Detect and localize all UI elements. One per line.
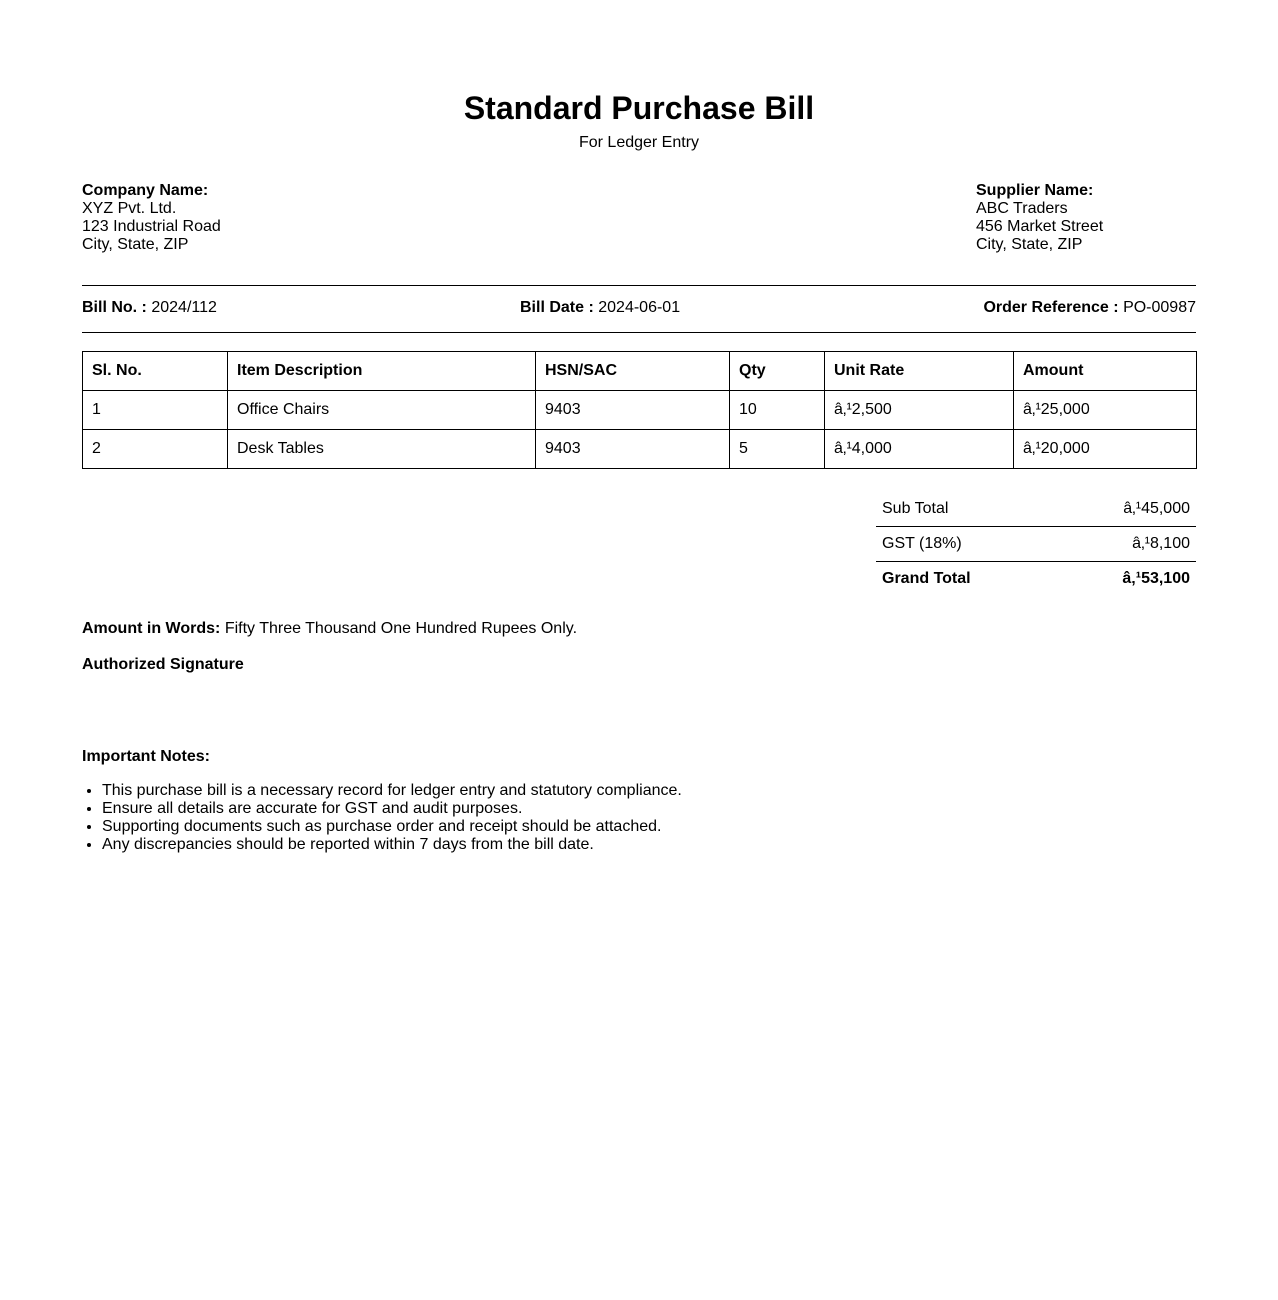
company-label: Company Name:: [82, 182, 209, 199]
list-item: • Any discrepancies should be reported within 7 days from the bill date.: [102, 836, 682, 854]
notes-list: [82, 782, 682, 854]
cell-qty: 5: [730, 430, 825, 469]
bill-date: [520, 299, 680, 317]
amount-in-words-value: Fifty Three Thousand One Hundred Rupees Only.: [224, 620, 578, 637]
supplier-name: ABC Traders: [976, 200, 1068, 217]
grand-total-label: Grand Total: [882, 570, 971, 587]
order-reference-value: PO-00987: [1123, 299, 1196, 316]
amount-in-words: [82, 620, 577, 638]
grand-total-value: â‚¹53,100: [1122, 570, 1190, 587]
amount-in-words-label: Amount in Words:: [82, 620, 221, 637]
company-details: [82, 182, 221, 254]
col-header-hsn-sac: HSN/SAC: [536, 352, 730, 391]
bill-number-value: 2024/112: [151, 299, 217, 316]
order-reference-label: Order Reference :: [983, 299, 1119, 316]
supplier-address-line2: City, State, ZIP: [976, 236, 1083, 253]
cell-unit-rate: â‚¹4,000: [825, 430, 1014, 469]
cell-hsn-sac: 9403: [536, 430, 730, 469]
bill-number: [82, 299, 217, 317]
bill-info-bar: [82, 285, 1196, 333]
company-address-line1: 123 Industrial Road: [82, 218, 221, 235]
cell-qty: 10: [730, 391, 825, 430]
bill-title: Standard Purchase Bill: [463, 90, 815, 126]
subtotal-label: Sub Total: [876, 492, 1055, 527]
bill-date-label: Bill Date :: [520, 299, 594, 316]
cell-sl-no: 1: [83, 391, 228, 430]
bill-date-value: 2024-06-01: [598, 299, 681, 316]
supplier-label: Supplier Name:: [976, 182, 1094, 199]
totals-table: [876, 492, 1196, 596]
col-header-sl-no: Sl. No.: [83, 352, 228, 391]
authorized-signature: Authorized Signature: [82, 656, 244, 673]
col-header-unit-rate: Unit Rate: [825, 352, 1014, 391]
gst-row: [876, 527, 1196, 562]
cell-sl-no: 2: [83, 430, 228, 469]
company-name: XYZ Pvt. Ltd.: [82, 200, 177, 217]
cell-unit-rate: â‚¹2,500: [825, 391, 1014, 430]
subtotal-value: â‚¹45,000: [1055, 492, 1196, 527]
items-table: [82, 351, 1197, 469]
col-header-amount: Amount: [1014, 352, 1197, 391]
cell-item-description: Office Chairs: [228, 391, 536, 430]
subtotal-row: [876, 492, 1196, 527]
gst-label: GST (18%): [876, 527, 1055, 562]
cell-hsn-sac: 9403: [536, 391, 730, 430]
cell-amount: â‚¹20,000: [1014, 430, 1197, 469]
supplier-address-line1: 456 Market Street: [976, 218, 1104, 235]
cell-item-description: Desk Tables: [228, 430, 536, 469]
table-header-row: [83, 352, 1197, 391]
list-item: • Supporting documents such as purchase order and receipt should be attached.: [102, 818, 682, 836]
col-header-item-description: Item Description: [228, 352, 536, 391]
col-header-qty: Qty: [730, 352, 825, 391]
supplier-details: [976, 182, 1103, 254]
order-reference: [983, 299, 1196, 317]
notes-title: Important Notes:: [82, 748, 210, 765]
table-row: [83, 430, 1197, 469]
list-item: • Ensure all details are accurate for GST and audit purposes.: [102, 800, 682, 818]
grand-total-row: [876, 562, 1196, 597]
bill-subtitle: For Ledger Entry: [578, 134, 700, 151]
table-row: [83, 391, 1197, 430]
gst-value: â‚¹8,100: [1055, 527, 1196, 562]
company-address-line2: City, State, ZIP: [82, 236, 189, 253]
cell-amount: â‚¹25,000: [1014, 391, 1197, 430]
bill-number-label: Bill No. :: [82, 299, 147, 316]
list-item: • This purchase bill is a necessary record for ledger entry and statutory compliance.: [102, 782, 682, 800]
